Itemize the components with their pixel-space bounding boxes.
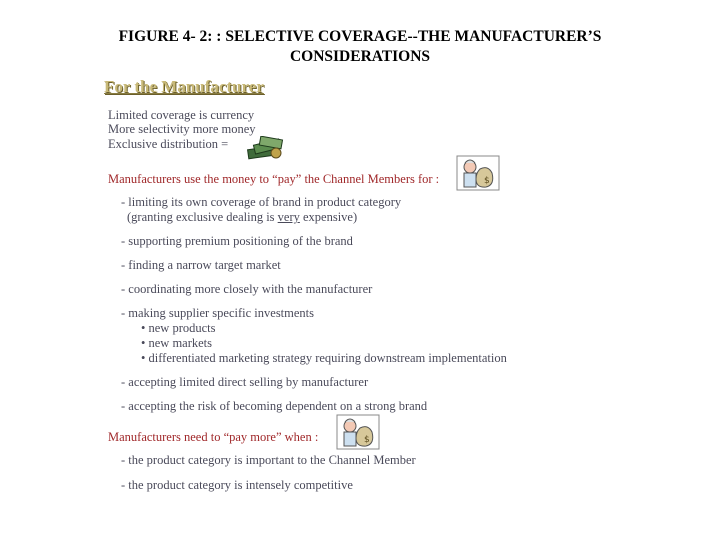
pay-item: - accepting limited direct selling by manufacturer (121, 375, 369, 389)
pay-subitem: • new markets (141, 336, 213, 350)
pay-heading: Manufacturers use the money to “pay” the Channel Members for : (108, 172, 440, 186)
intro-line: More selectivity more money (108, 122, 256, 136)
pay-subitem: • differentiated marketing strategy requiring downstream implementation (141, 351, 507, 365)
pay-item: - supporting premium positioning of the brand (121, 234, 353, 248)
intro-line: Exclusive distribution = (108, 137, 229, 151)
pay-item: - making supplier specific investments (121, 306, 315, 320)
pay-item: - finding a narrow target market (121, 258, 281, 272)
pay-more-item: - the product category is intensely competitive (121, 478, 353, 492)
figure-title-line-1: FIGURE 4- 2: : SELECTIVE COVERAGE--THE MANUFACTURER’S (118, 28, 602, 45)
section-heading: For the Manufacturer (104, 77, 264, 96)
pay-item-note: (granting exclusive dealing is very expensive) (127, 210, 358, 224)
figure-title-line-2: CONSIDERATIONS (289, 48, 431, 65)
pay-more-item: - the product category is important to the Channel Member (121, 453, 416, 467)
pay-item: - limiting its own coverage of brand in product category (121, 195, 402, 209)
dollar-bag-icon (456, 155, 500, 191)
svg-text:$: $ (364, 435, 370, 445)
svg-text:$: $ (484, 176, 490, 186)
pay-more-heading: Manufacturers need to “pay more” when : (108, 430, 319, 444)
pay-subitem: • new products (141, 321, 216, 335)
intro-line: Limited coverage is currency (108, 108, 255, 122)
pay-item: - accepting the risk of becoming dependent on a strong brand (121, 399, 428, 413)
money-stack-icon (246, 136, 286, 160)
dollar-bag-icon (336, 414, 380, 450)
pay-item: - coordinating more closely with the manufacturer (121, 282, 373, 296)
